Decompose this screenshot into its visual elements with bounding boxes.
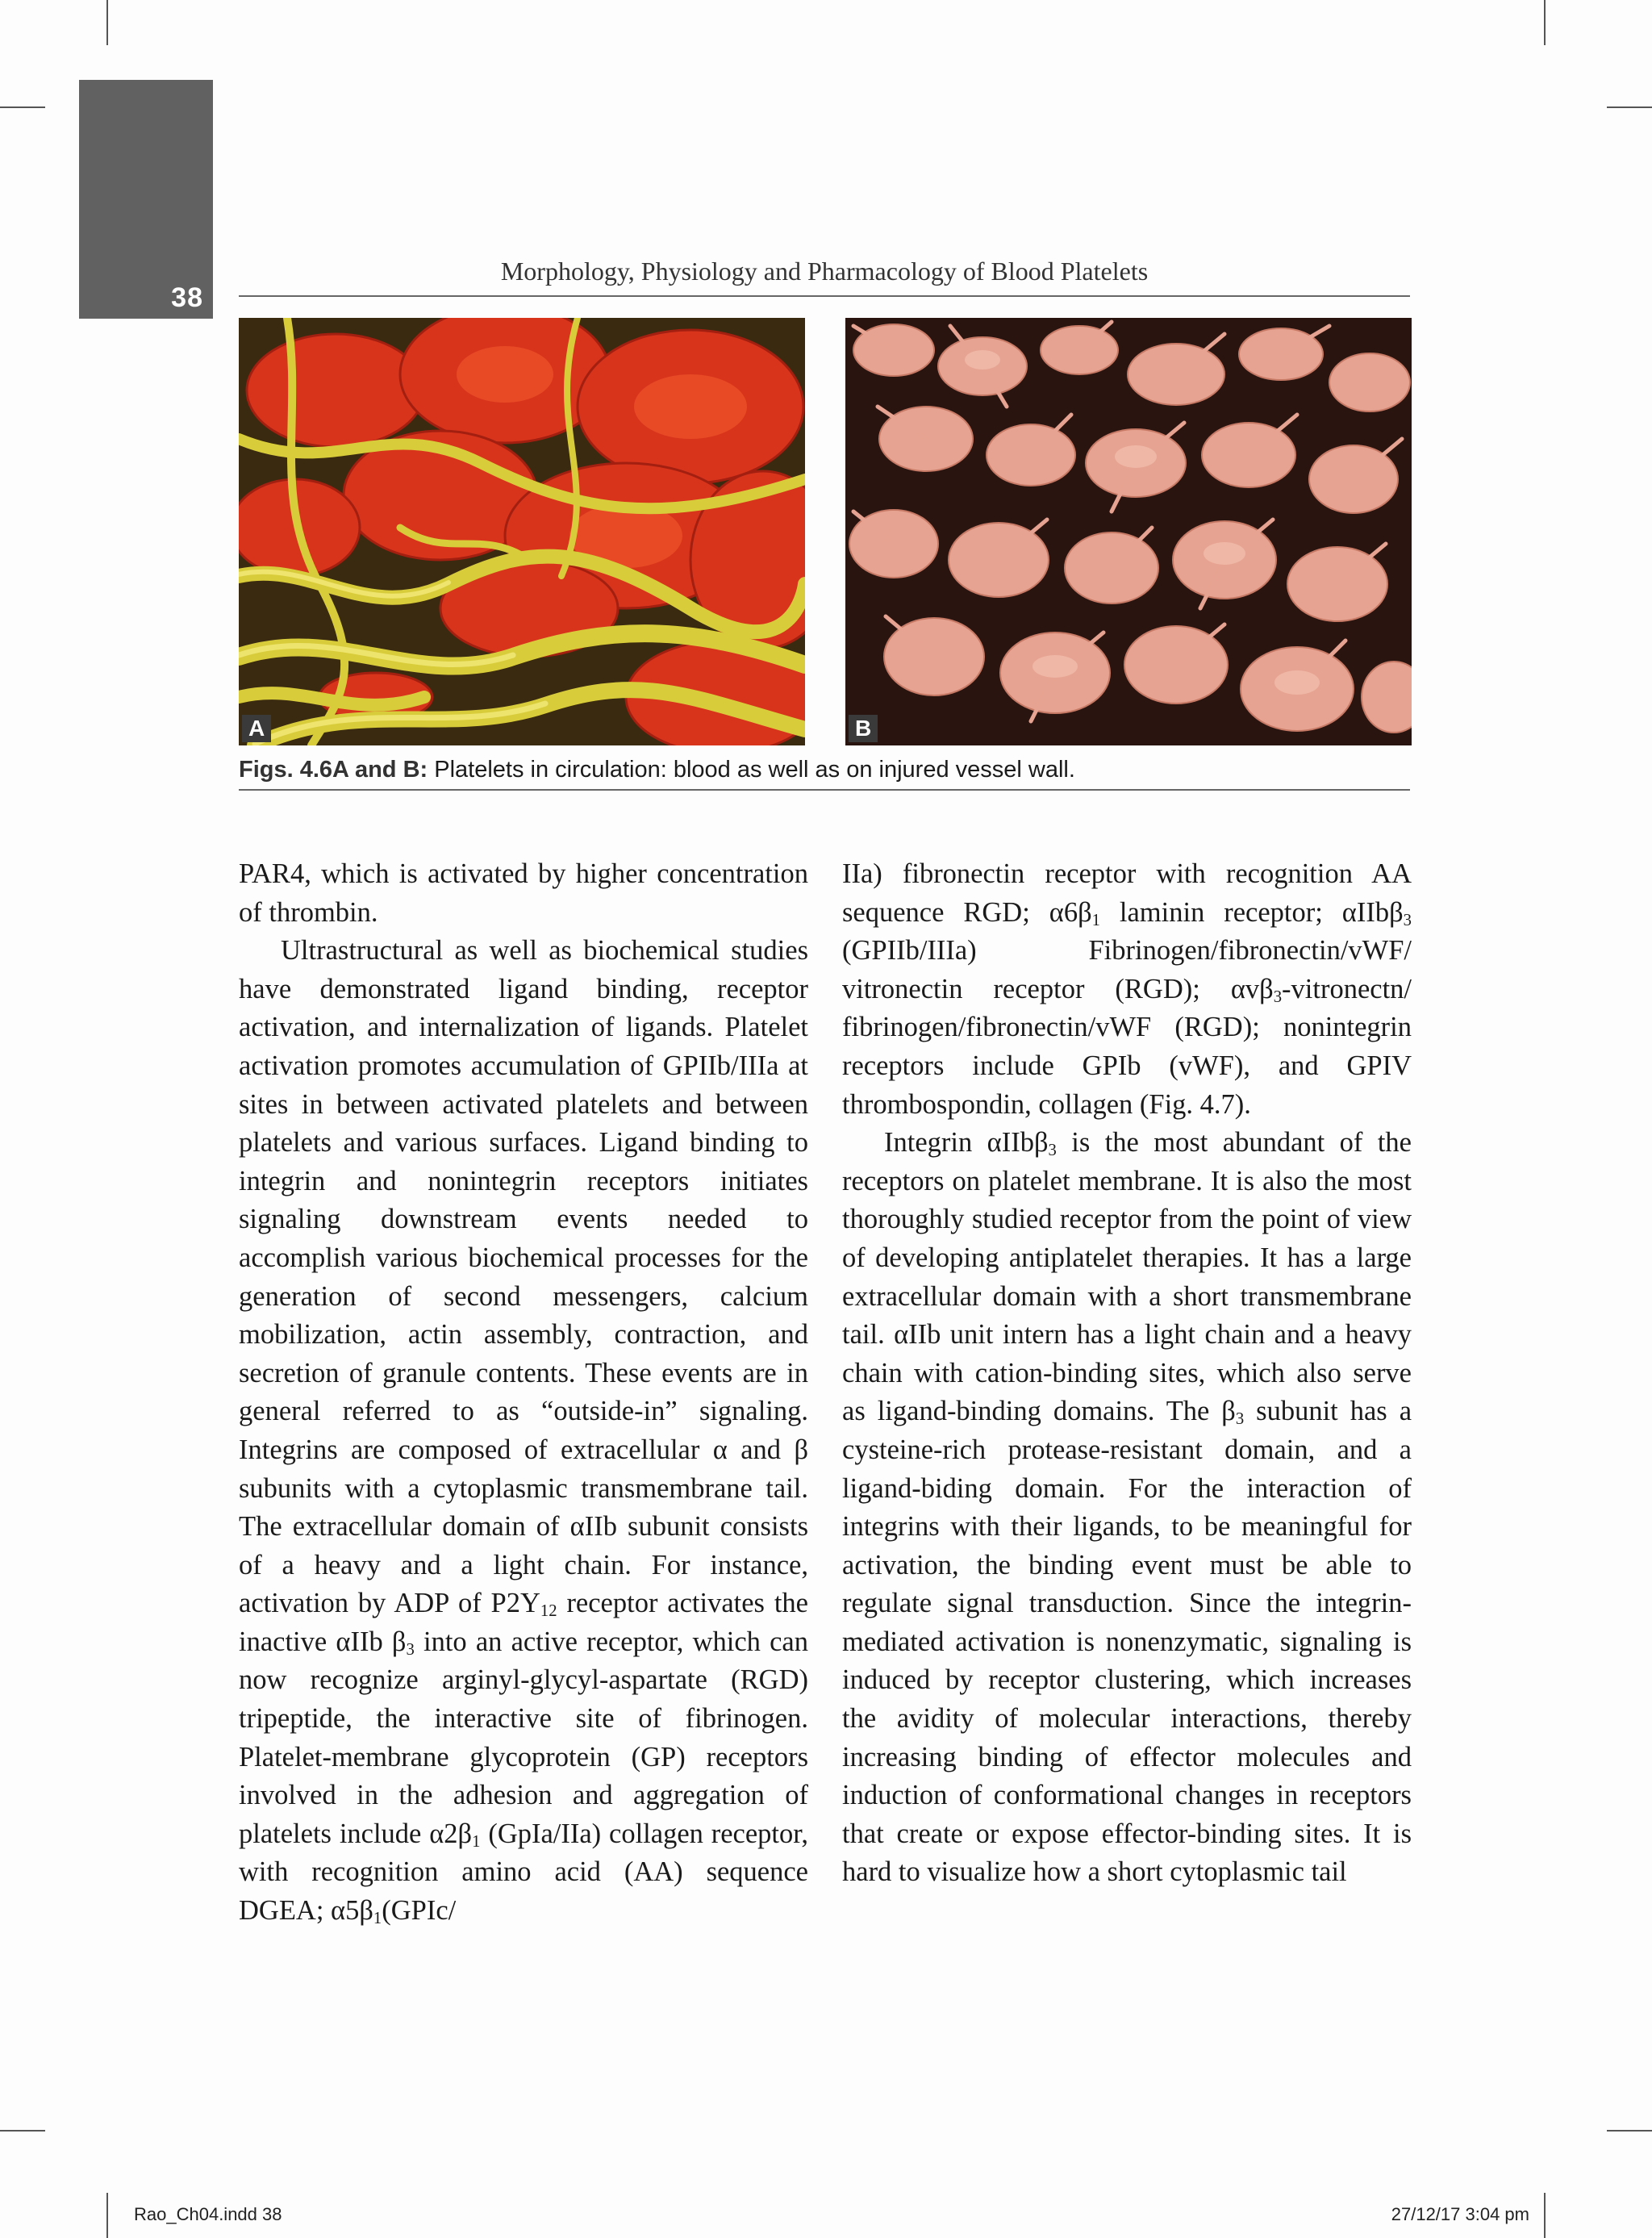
text-run: 3 <box>1048 1142 1057 1160</box>
text-run: subunit has a cysteine-rich protease-resistant domain, and a ligand-biding domain. For the interaction of integrins with their ligands, to be meaningful for activation, the binding event must be able to regulate signal transduction. Since the integrin-mediated activation is nonenzymatic, signaling is induced by receptor clustering, which increases the avidity of molecular interactions, thereby increasing binding of effector molecules and induction of conformational changes in receptors that create or expose effector-binding sites. It is hard to visualize how a short cytoplasmic tail <box>842 1396 1412 1888</box>
text-run: 12 <box>540 1602 557 1621</box>
figure-a-label: A <box>242 715 271 742</box>
page-number: 38 <box>171 282 203 313</box>
figure-b-label: B <box>849 715 878 742</box>
text-run: receptor activates the inactive αIIb β <box>239 1588 808 1657</box>
figure-caption-lead: Figs. 4.6A and B: <box>239 757 428 783</box>
text-run: laminin receptor; αIIbβ <box>1099 896 1404 928</box>
body-paragraph <box>842 855 1412 1124</box>
text-run: 3 <box>1235 1410 1245 1429</box>
text-run: PAR4, which is activated by higher concentration of thrombin. <box>239 858 808 928</box>
text-run: IIa) fibronectin receptor with recognition AA sequence RGD; α6β <box>842 858 1412 928</box>
body-column-right <box>842 855 1412 1892</box>
figure-a-image <box>239 318 805 745</box>
text-run: Ultrastructural as well as biochemical studies have demonstrated ligand binding, receptor activation, and internalization of ligands. Platelet activation promotes accumulation of GPIIb/IIIa at sites in between activated platelets and between platelets and various surfaces. Ligand binding to integrin and nonintegrin receptors initiates signaling downstream events needed to accomplish various biochemical processes for the generation of second messengers, calcium mobilization, actin assembly, contraction, and secretion of granule contents. These events are in general referred to as “outside-in” signaling. Integrins are composed of extracellular α and β subunits with a cytoplasmic transmembrane tail. The extracellular domain of αIIb subunit consists of a heavy and a light chain. For instance, activation by ADP of P2Y <box>239 935 808 1619</box>
crop-mark <box>106 0 108 45</box>
body-column-left <box>239 855 808 1931</box>
header-rule <box>239 295 1410 297</box>
figure-caption <box>239 757 1410 783</box>
text-run: 1 <box>472 1833 481 1852</box>
text-run: is the most abundant of the receptors on platelet membrane. It is also the most thoroughly studied receptor from the point of view of developing antiplatelet therapies. It has a large extracellular domain with a short transmembrane tail. αIIb unit intern has a light chain and a heavy chain with cation-binding sites, which also serve as ligand-binding domains. The β <box>842 1127 1412 1427</box>
footer-slug-left: Rao_Ch04.indd 38 <box>134 2204 282 2224</box>
figure-b-image <box>845 318 1412 745</box>
text-run: into an active receptor, which can now recognize arginyl-glycyl-aspartate (RGD) tripeptide, the interactive site of fibrinogen. Platelet-membrane glycoprotein (GP) receptors involved in the adhesion and aggregation of platelets include α2β <box>239 1626 808 1849</box>
crop-mark <box>1607 2130 1652 2132</box>
footer-slug-right: 27/12/17 3:04 pm <box>1391 2204 1529 2224</box>
crop-mark <box>1544 2193 1546 2238</box>
page-number-tab <box>79 80 213 319</box>
text-run: 1 <box>1091 911 1100 929</box>
text-run: (GpIa/IIa) collagen receptor, with recognition amino acid (AA) sequence DGEA; α5β <box>239 1818 808 1927</box>
text-run: 3 <box>406 1641 415 1660</box>
text-run: 1 <box>373 1910 382 1928</box>
text-run: (GPIIb/IIIa) Fibrinogen/fibronectin/vWF/ vitronectin receptor (RGD); αvβ <box>842 935 1412 1004</box>
crop-mark <box>0 106 45 108</box>
text-run: (GPIc/ <box>382 1895 457 1927</box>
text-run: 3 <box>1273 987 1283 1006</box>
crop-mark <box>106 2193 108 2238</box>
crop-mark <box>1607 106 1652 108</box>
text-run: Integrin αIIbβ <box>884 1127 1049 1159</box>
text-run: 3 <box>1403 911 1412 929</box>
body-paragraph <box>239 932 808 1930</box>
body-paragraph <box>842 1124 1412 1892</box>
running-head: Morphology, Physiology and Pharmacology of Blood Platelets <box>500 257 1149 286</box>
body-paragraph <box>239 855 808 932</box>
text-run: -vitronectn/ fibrinogen/fibronectin/vWF (RGD); nonintegrin receptors include GPIb (vWF), and GPIV thrombospondin, collagen (Fig. 4.7). <box>842 973 1412 1120</box>
figure-caption-text: Platelets in circulation: blood as well as on injured vessel wall. <box>428 757 1075 783</box>
crop-mark <box>1544 0 1546 45</box>
crop-mark <box>0 2130 45 2132</box>
caption-rule <box>239 789 1410 791</box>
